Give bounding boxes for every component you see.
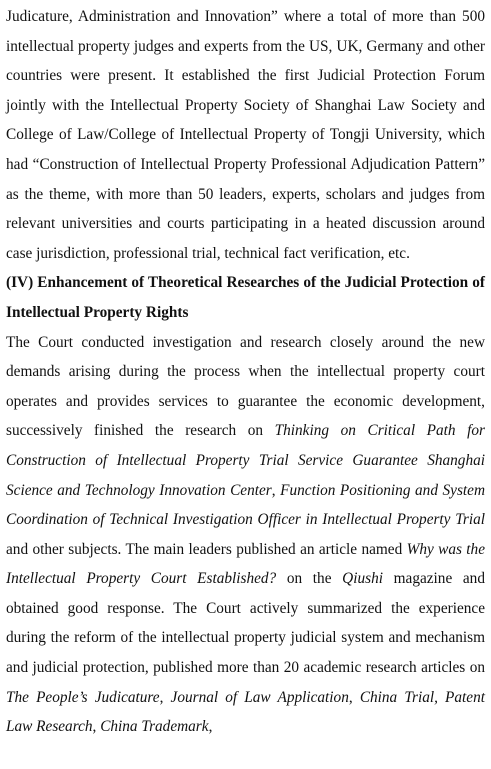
- text-run: ,: [208, 718, 213, 736]
- section-heading: (IV) Enhancement of Theoretical Researches of the Judicial Protection of Intellectual Property Rights: [6, 274, 485, 321]
- paragraph-research: [6, 328, 485, 742]
- text-run: and other subjects. The main leaders published an article named: [6, 540, 407, 558]
- italic-title: Why was the Intellectual Property Court Established?: [6, 540, 485, 588]
- italic-title: China Trademark: [100, 718, 209, 736]
- italic-title: The People’s Judicature: [6, 688, 160, 706]
- paragraph-forum: Judicature, Administration and Innovation” where a total of more than 500 intellectual property judges and experts from the US, UK, Germany and other countries were present. It established the first Judicial Protection Forum jointly with the Intellectual Property Society of Shanghai Law Society and College of Law/College of Intellectual Property of Tongji University, which had “Construction of Intellectual Property Professional Adjudication Pattern” as the theme, with more than 50 leaders, experts, scholars and judges from relevant universities and courts participating in a heated discussion around case jurisdiction, professional trial, technical fact verification, etc.: [6, 8, 485, 262]
- italic-title: Journal of Law Application: [170, 688, 349, 706]
- text-run: ,: [348, 688, 360, 706]
- text-run: ,: [92, 718, 101, 736]
- text-run: ,: [159, 688, 171, 706]
- italic-title: Function Positioning and System Coordination of Technical Investigation Officer in Intellectual Property Trial: [6, 481, 485, 529]
- italic-title: China Trial, Patent Law Research: [6, 688, 485, 736]
- text-run: on the: [276, 570, 343, 588]
- italic-title: Thinking on Critical Path for Construction of Intellectual Property Trial Service Guarantee Shanghai Science and Technology Innovation Center: [6, 422, 486, 499]
- italic-title: Qiushi: [342, 570, 383, 588]
- text-run: The Court conducted investigation and research closely around the new demands arising during the process when the intellectual property court operates and provides services to guarantee the economic development, successively finished the research on: [6, 333, 485, 440]
- text-run: magazine and obtained good response. The Court actively summarized the experience during the reform of the intellectual property judicial system and mechanism and judicial protection, published more than 20 academic research articles on: [6, 570, 485, 677]
- text-run: ,: [271, 481, 281, 499]
